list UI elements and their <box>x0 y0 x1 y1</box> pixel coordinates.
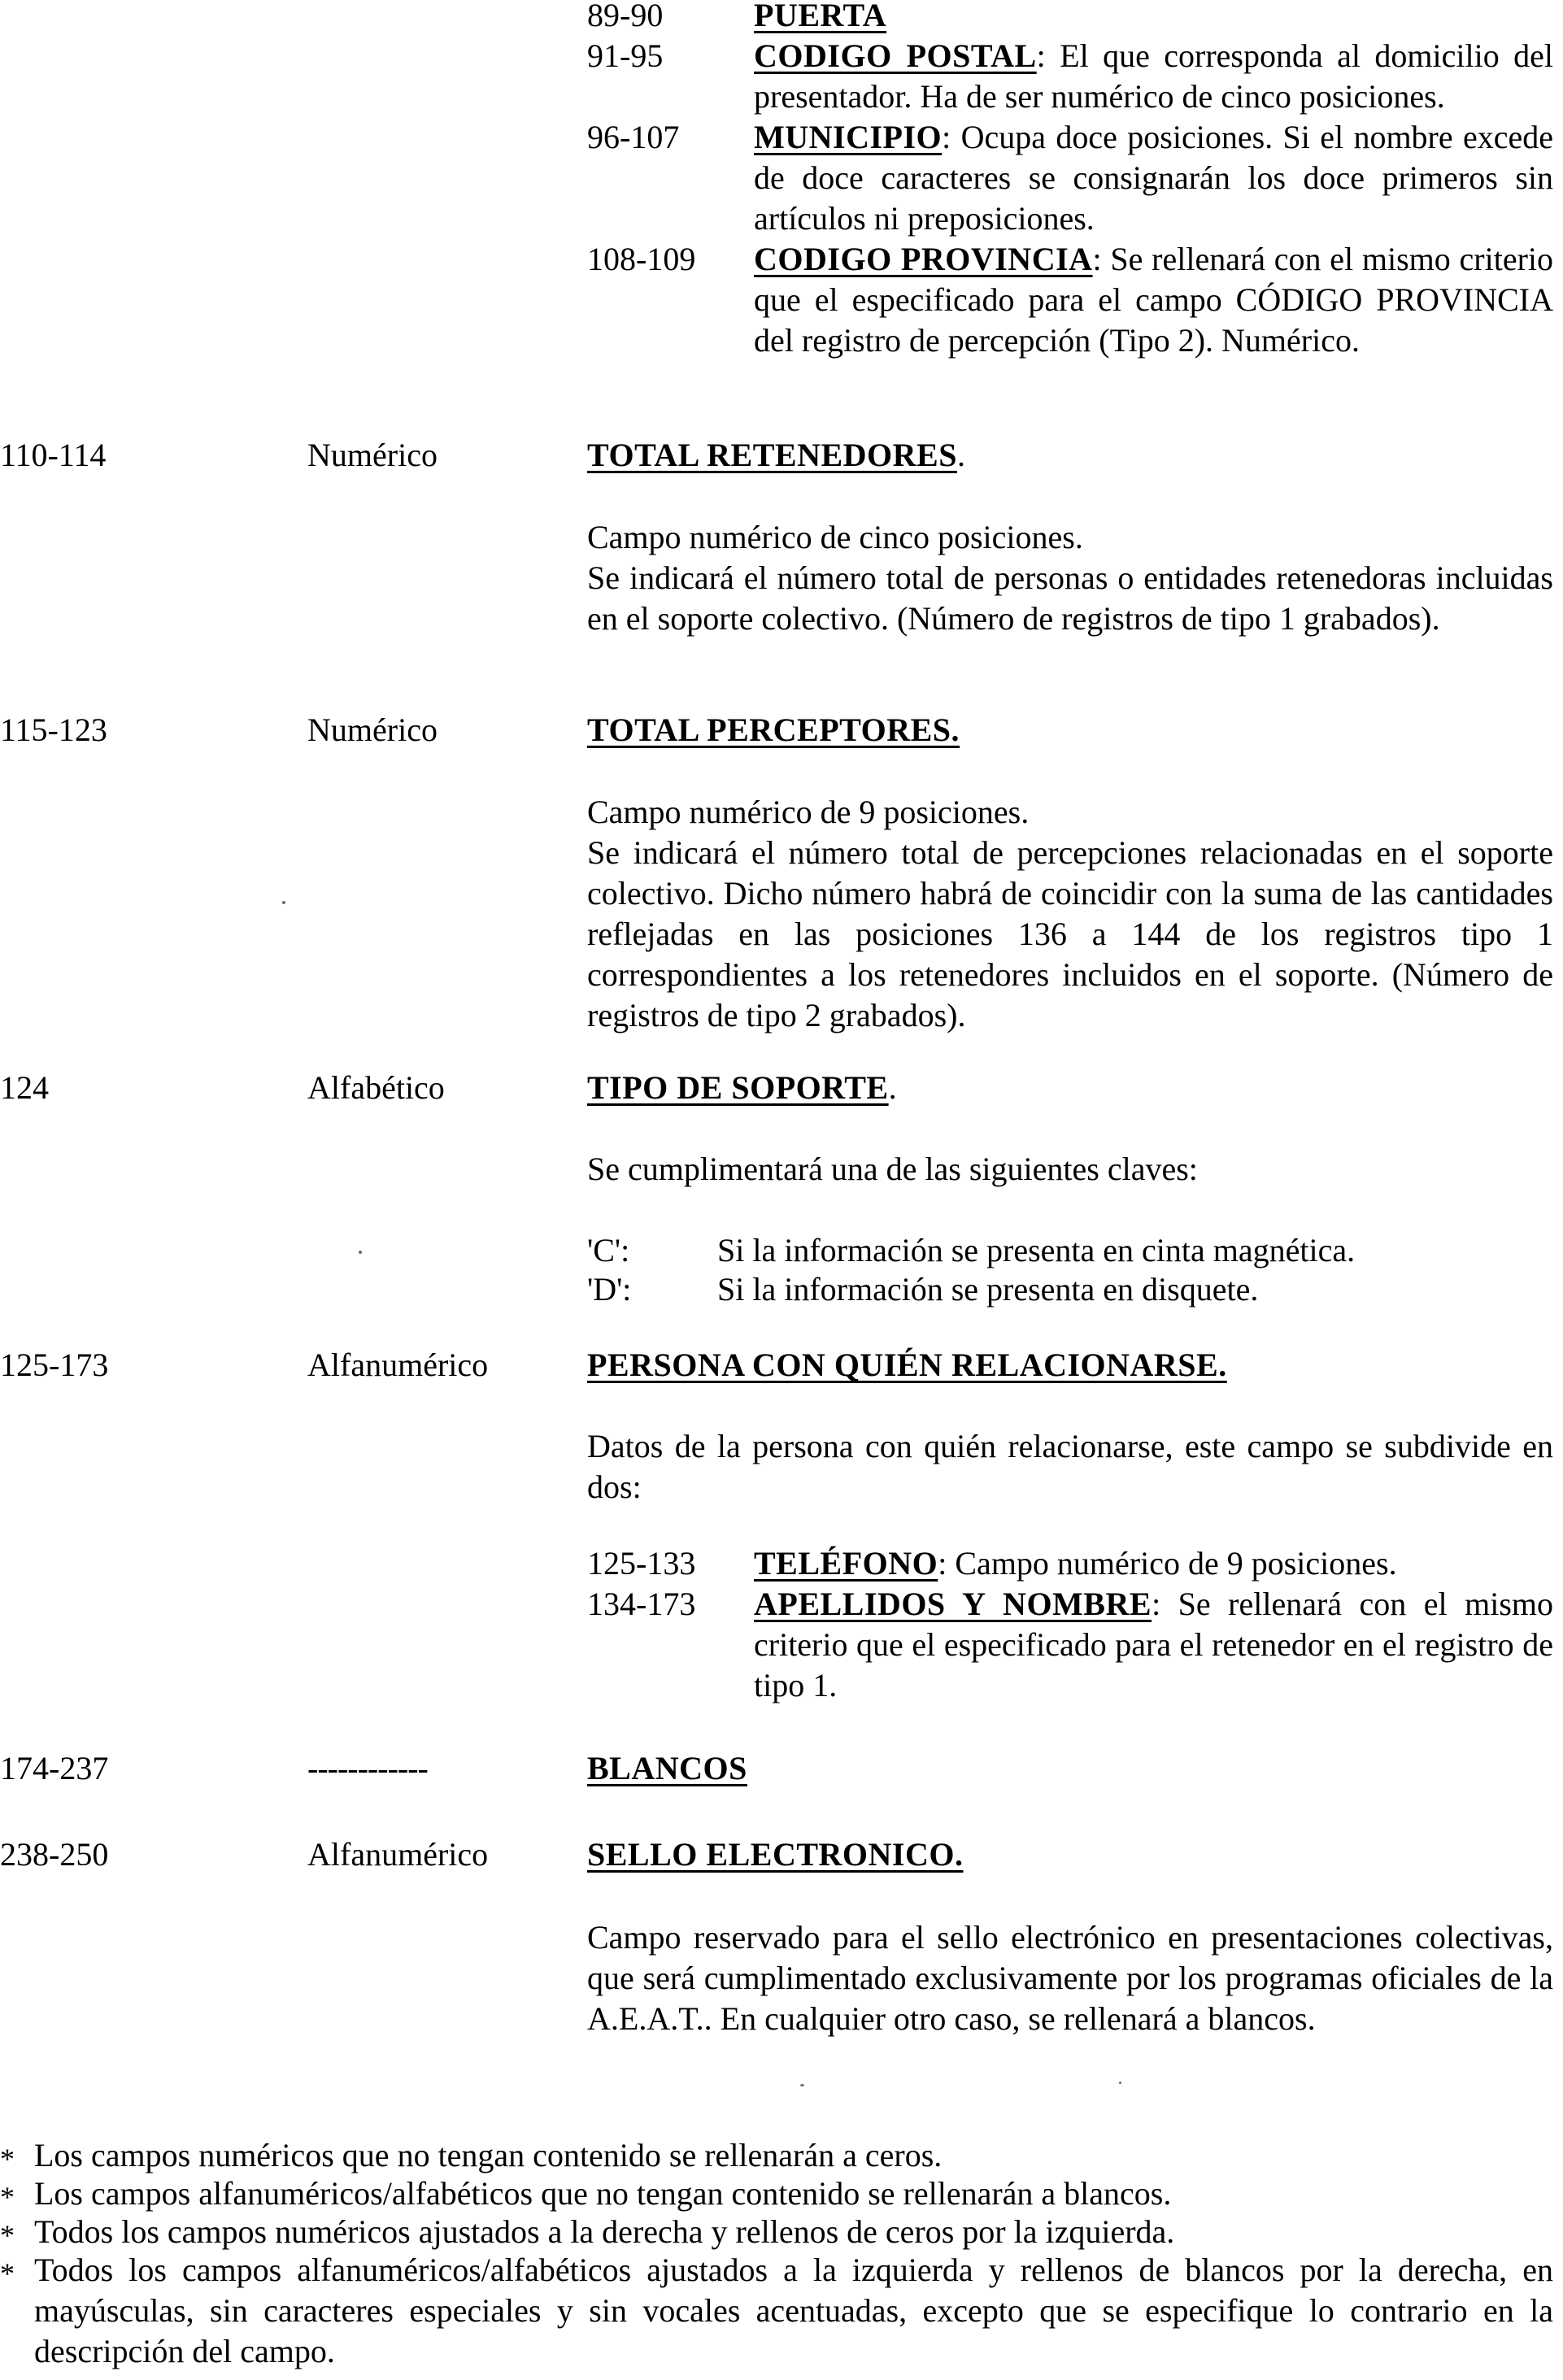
field-description: Datos de la persona con quién relacionarse, este campo se subdivide en dos: <box>587 1428 1553 1505</box>
subfield-codigo-postal <box>754 36 1553 117</box>
scan-speck <box>282 901 285 904</box>
subfield-title: MUNICIPIO <box>754 119 943 155</box>
subfield-puerta <box>754 0 1553 36</box>
subfield-title: PUERTA <box>754 0 887 33</box>
field-title: SELLO ELECTRONICO. <box>587 1836 964 1873</box>
subfield-body: : El que corresponda al domicilio del presentador. Ha de ser numérico de cinco posiciones. <box>754 37 1554 115</box>
subfield-position: 89-90 <box>587 0 664 33</box>
field-title-suffix: . <box>956 437 965 473</box>
field-type: Alfabético <box>307 1069 445 1106</box>
field-type: ------------ <box>307 1750 428 1786</box>
bullet-marker: * <box>0 2181 15 2213</box>
subfield-position: 134-173 <box>587 1586 696 1622</box>
subfield-title: APELLIDOS Y NOMBRE <box>754 1586 1152 1622</box>
subfield-title: TELÉFONO <box>754 1545 938 1582</box>
footnote-item: Todos los campos alfanuméricos/alfabéticos ajustados a la izquierda y rellenos de blancos por la derecha, en mayúsculas, sin caracteres especiales y sin vocales acentuadas, excepto que se especifique lo contrario en la descripción del campo. <box>34 2252 1553 2369</box>
subfield-telefono <box>754 1543 1553 1584</box>
subfield-body: : Campo numérico de 9 posiciones. <box>938 1545 1397 1582</box>
field-title: TOTAL RETENEDORES <box>587 437 957 473</box>
field-description: Campo reservado para el sello electrónico en presentaciones colectivas, que será cumplimentado exclusivamente por los programas oficiales de la A.E.A.T.. En cualquier otro caso, se rellenará a blancos. <box>587 1919 1553 2037</box>
field-description: Se cumplimentará una de las siguientes claves: <box>587 1151 1198 1187</box>
bullet-marker: * <box>0 2219 15 2252</box>
field-position: 125-173 <box>0 1347 109 1383</box>
scan-speck <box>359 1251 362 1254</box>
field-type: Alfanumérico <box>307 1836 489 1873</box>
bullet-marker: * <box>0 2143 15 2175</box>
field-description: Se indicará el número total de personas o entidades retenedoras incluidas en el soporte colectivo. (Número de registros de tipo 1 grabados). <box>587 559 1553 637</box>
subfield-apellidos-nombre <box>754 1584 1553 1706</box>
subfield-codigo-provincia <box>754 239 1553 361</box>
field-title-suffix: . <box>888 1069 897 1106</box>
support-key-description: Si la información se presenta en cinta magnética. <box>717 1232 1356 1268</box>
field-position: 110-114 <box>0 437 107 473</box>
field-title-line <box>587 1834 1553 1875</box>
field-type: Numérico <box>307 437 438 473</box>
field-title-line <box>587 435 1553 476</box>
scan-speck <box>1119 2082 1121 2084</box>
field-title: BLANCOS <box>587 1750 747 1786</box>
subfield-municipio <box>754 117 1553 239</box>
scan-speck <box>800 2084 804 2086</box>
field-title: PERSONA CON QUIÉN RELACIONARSE. <box>587 1347 1227 1383</box>
support-key-description: Si la información se presenta en disquete. <box>717 1271 1259 1307</box>
subfield-title: CODIGO PROVINCIA <box>754 241 1093 277</box>
subfield-title: CODIGO POSTAL <box>754 37 1037 74</box>
field-description: Campo numérico de cinco posiciones. <box>587 519 1083 555</box>
subfield-position: 91-95 <box>587 37 664 74</box>
subfield-body: : Ocupa doce posiciones. Si el nombre excede de doce caracteres se consignarán los doce primeros sin artículos ni preposiciones. <box>754 119 1553 237</box>
field-description: Se indicará el número total de percepciones relacionadas en el soporte colectivo. Dicho número habrá de coincidir con la suma de las cantidades reflejadas en las posiciones 136 a 144 de los registros tipo 1 correspondientes a los retenedores incluidos en el soporte. (Número de registros de tipo 2 grabados). <box>587 834 1553 1033</box>
subfield-position: 125-133 <box>587 1545 696 1582</box>
bullet-marker: * <box>0 2257 15 2290</box>
support-key: 'D': <box>587 1271 632 1307</box>
field-position: 174-237 <box>0 1750 109 1786</box>
field-title-line <box>587 1345 1553 1386</box>
subfield-position: 108-109 <box>587 241 696 277</box>
subfield-position: 96-107 <box>587 119 680 155</box>
field-type: Alfanumérico <box>307 1347 489 1383</box>
footnote-item: Los campos numéricos que no tengan contenido se rellenarán a ceros. <box>34 2137 943 2173</box>
subfield-body: : Se rellenará con el mismo criterio que el especificado para el retenedor en el registro de tipo 1. <box>754 1586 1553 1703</box>
field-position: 115-123 <box>0 711 107 748</box>
field-position: 238-250 <box>0 1836 109 1873</box>
subfield-body: : Se rellenará con el mismo criterio que el especificado para el campo CÓDIGO PROVINCIA del registro de percepción (Tipo 2). Numérico. <box>754 241 1554 359</box>
field-title-line <box>587 1068 1553 1108</box>
footnote-item: Los campos alfanuméricos/alfabéticos que no tengan contenido se rellenarán a blancos. <box>34 2175 1172 2212</box>
field-position: 124 <box>0 1069 49 1106</box>
field-type: Numérico <box>307 711 438 748</box>
field-title: TIPO DE SOPORTE <box>587 1069 889 1106</box>
field-title-line <box>587 710 1553 751</box>
field-title-line <box>587 1748 1553 1789</box>
footnote-item: Todos los campos numéricos ajustados a la derecha y rellenos de ceros por la izquierda. <box>34 2213 1175 2250</box>
field-description: Campo numérico de 9 posiciones. <box>587 794 1030 830</box>
field-title: TOTAL PERCEPTORES. <box>587 711 960 748</box>
support-key: 'C': <box>587 1232 630 1268</box>
